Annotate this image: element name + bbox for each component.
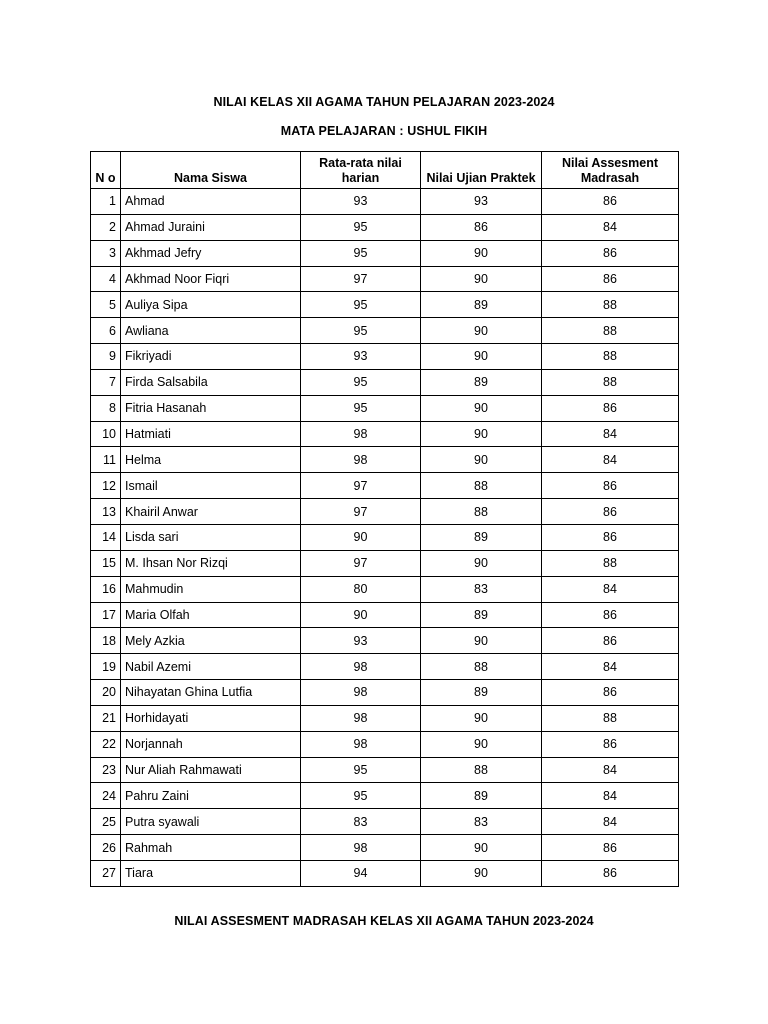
assessment-score-cell: 86 [542, 835, 679, 861]
student-name-cell: Auliya Sipa [121, 292, 301, 318]
practical-score-cell: 89 [421, 783, 542, 809]
row-number-cell: 15 [91, 550, 121, 576]
column-header-no: N o [91, 152, 121, 189]
table-row [91, 602, 679, 628]
student-name-cell: Rahmah [121, 835, 301, 861]
column-header-assessment: Nilai Assesment Madrasah [542, 152, 679, 189]
assessment-score-cell: 86 [542, 395, 679, 421]
student-name-cell: Lisda sari [121, 524, 301, 550]
assessment-score-cell: 86 [542, 499, 679, 525]
table-row [91, 395, 679, 421]
practical-score-cell: 83 [421, 576, 542, 602]
practical-score-cell: 90 [421, 318, 542, 344]
student-name-cell: Nur Aliah Rahmawati [121, 757, 301, 783]
row-number-cell: 11 [91, 447, 121, 473]
table-row [91, 835, 679, 861]
practical-score-cell: 88 [421, 499, 542, 525]
table-row [91, 318, 679, 344]
table-row [91, 757, 679, 783]
column-header-practical: Nilai Ujian Praktek [421, 152, 542, 189]
practical-score-cell: 88 [421, 654, 542, 680]
table-row [91, 447, 679, 473]
page-title: NILAI KELAS XII AGAMA TAHUN PELAJARAN 2023-2024 [213, 95, 555, 109]
assessment-score-cell: 86 [542, 266, 679, 292]
practical-score-cell: 89 [421, 680, 542, 706]
table-row [91, 499, 679, 525]
assessment-score-cell: 86 [542, 680, 679, 706]
practical-score-cell: 90 [421, 550, 542, 576]
daily-average-cell: 95 [301, 318, 421, 344]
daily-average-cell: 95 [301, 395, 421, 421]
table-row [91, 576, 679, 602]
practical-score-cell: 93 [421, 189, 542, 215]
student-name-cell: Awliana [121, 318, 301, 344]
daily-average-cell: 98 [301, 705, 421, 731]
column-header-average: Rata-rata nilai harian [301, 152, 421, 189]
assessment-score-cell: 88 [542, 369, 679, 395]
assessment-score-cell: 88 [542, 550, 679, 576]
row-number-cell: 12 [91, 473, 121, 499]
student-name-cell: Hatmiati [121, 421, 301, 447]
row-number-cell: 8 [91, 395, 121, 421]
practical-score-cell: 88 [421, 473, 542, 499]
subject-subtitle: MATA PELAJARAN : USHUL FIKIH [280, 124, 488, 138]
table-row [91, 524, 679, 550]
daily-average-cell: 93 [301, 628, 421, 654]
assessment-score-cell: 86 [542, 628, 679, 654]
table-row [91, 731, 679, 757]
assessment-score-cell: 88 [542, 344, 679, 370]
row-number-cell: 26 [91, 835, 121, 861]
daily-average-cell: 97 [301, 266, 421, 292]
student-name-cell: Pahru Zaini [121, 783, 301, 809]
student-name-cell: Akhmad Noor Fiqri [121, 266, 301, 292]
daily-average-cell: 98 [301, 447, 421, 473]
student-name-cell: Ahmad Juraini [121, 214, 301, 240]
row-number-cell: 7 [91, 369, 121, 395]
student-name-cell: Mely Azkia [121, 628, 301, 654]
row-number-cell: 18 [91, 628, 121, 654]
practical-score-cell: 90 [421, 835, 542, 861]
assessment-score-cell: 84 [542, 421, 679, 447]
assessment-score-cell: 86 [542, 602, 679, 628]
practical-score-cell: 90 [421, 240, 542, 266]
assessment-score-cell: 84 [542, 809, 679, 835]
table-row [91, 705, 679, 731]
table-row [91, 292, 679, 318]
daily-average-cell: 93 [301, 189, 421, 215]
student-name-cell: Fitria Hasanah [121, 395, 301, 421]
footer-title: NILAI ASSESMENT MADRASAH KELAS XII AGAMA TAHUN 2023-2024 [174, 914, 594, 928]
practical-score-cell: 90 [421, 628, 542, 654]
assessment-score-cell: 86 [542, 731, 679, 757]
student-name-cell: Tiara [121, 860, 301, 886]
row-number-cell: 6 [91, 318, 121, 344]
row-number-cell: 3 [91, 240, 121, 266]
table-row [91, 369, 679, 395]
daily-average-cell: 95 [301, 292, 421, 318]
daily-average-cell: 95 [301, 240, 421, 266]
student-name-cell: Mahmudin [121, 576, 301, 602]
student-name-cell: Firda Salsabila [121, 369, 301, 395]
practical-score-cell: 90 [421, 344, 542, 370]
assessment-score-cell: 84 [542, 757, 679, 783]
daily-average-cell: 95 [301, 369, 421, 395]
student-name-cell: Horhidayati [121, 705, 301, 731]
student-name-cell: Akhmad Jefry [121, 240, 301, 266]
student-name-cell: Norjannah [121, 731, 301, 757]
row-number-cell: 5 [91, 292, 121, 318]
table-row [91, 266, 679, 292]
row-number-cell: 13 [91, 499, 121, 525]
table-header [91, 152, 679, 189]
row-number-cell: 10 [91, 421, 121, 447]
row-number-cell: 16 [91, 576, 121, 602]
table-row [91, 344, 679, 370]
daily-average-cell: 97 [301, 550, 421, 576]
practical-score-cell: 88 [421, 757, 542, 783]
daily-average-cell: 98 [301, 421, 421, 447]
table-row [91, 860, 679, 886]
row-number-cell: 27 [91, 860, 121, 886]
table-row [91, 240, 679, 266]
row-number-cell: 21 [91, 705, 121, 731]
row-number-cell: 23 [91, 757, 121, 783]
assessment-score-cell: 88 [542, 318, 679, 344]
practical-score-cell: 89 [421, 524, 542, 550]
assessment-score-cell: 84 [542, 214, 679, 240]
assessment-score-cell: 84 [542, 447, 679, 473]
table-row [91, 809, 679, 835]
practical-score-cell: 90 [421, 705, 542, 731]
daily-average-cell: 97 [301, 473, 421, 499]
column-header-name: Nama Siswa [121, 152, 301, 189]
student-name-cell: Ismail [121, 473, 301, 499]
practical-score-cell: 90 [421, 860, 542, 886]
daily-average-cell: 94 [301, 860, 421, 886]
student-name-cell: Nabil Azemi [121, 654, 301, 680]
table-row [91, 214, 679, 240]
row-number-cell: 9 [91, 344, 121, 370]
table-row [91, 628, 679, 654]
daily-average-cell: 93 [301, 344, 421, 370]
student-name-cell: Ahmad [121, 189, 301, 215]
row-number-cell: 24 [91, 783, 121, 809]
daily-average-cell: 80 [301, 576, 421, 602]
table-row [91, 473, 679, 499]
daily-average-cell: 98 [301, 654, 421, 680]
student-name-cell: Helma [121, 447, 301, 473]
assessment-score-cell: 88 [542, 292, 679, 318]
practical-score-cell: 86 [421, 214, 542, 240]
daily-average-cell: 95 [301, 757, 421, 783]
table-row [91, 421, 679, 447]
daily-average-cell: 83 [301, 809, 421, 835]
student-name-cell: Fikriyadi [121, 344, 301, 370]
row-number-cell: 1 [91, 189, 121, 215]
header-row [91, 152, 679, 189]
row-number-cell: 2 [91, 214, 121, 240]
row-number-cell: 25 [91, 809, 121, 835]
grades-table [90, 151, 679, 887]
student-name-cell: Maria Olfah [121, 602, 301, 628]
row-number-cell: 19 [91, 654, 121, 680]
student-name-cell: Khairil Anwar [121, 499, 301, 525]
row-number-cell: 20 [91, 680, 121, 706]
assessment-score-cell: 86 [542, 473, 679, 499]
row-number-cell: 14 [91, 524, 121, 550]
practical-score-cell: 90 [421, 395, 542, 421]
row-number-cell: 22 [91, 731, 121, 757]
row-number-cell: 4 [91, 266, 121, 292]
table-row [91, 189, 679, 215]
table-row [91, 654, 679, 680]
practical-score-cell: 89 [421, 602, 542, 628]
assessment-score-cell: 84 [542, 783, 679, 809]
assessment-score-cell: 86 [542, 860, 679, 886]
assessment-score-cell: 86 [542, 189, 679, 215]
student-name-cell: Putra syawali [121, 809, 301, 835]
daily-average-cell: 98 [301, 680, 421, 706]
practical-score-cell: 90 [421, 731, 542, 757]
assessment-score-cell: 84 [542, 576, 679, 602]
daily-average-cell: 95 [301, 783, 421, 809]
practical-score-cell: 89 [421, 369, 542, 395]
row-number-cell: 17 [91, 602, 121, 628]
daily-average-cell: 98 [301, 835, 421, 861]
practical-score-cell: 90 [421, 266, 542, 292]
practical-score-cell: 89 [421, 292, 542, 318]
assessment-score-cell: 84 [542, 654, 679, 680]
practical-score-cell: 90 [421, 447, 542, 473]
table-row [91, 680, 679, 706]
practical-score-cell: 83 [421, 809, 542, 835]
assessment-score-cell: 86 [542, 240, 679, 266]
practical-score-cell: 90 [421, 421, 542, 447]
daily-average-cell: 97 [301, 499, 421, 525]
daily-average-cell: 95 [301, 214, 421, 240]
assessment-score-cell: 86 [542, 524, 679, 550]
table-row [91, 550, 679, 576]
daily-average-cell: 90 [301, 602, 421, 628]
student-name-cell: Nihayatan Ghina Lutfia [121, 680, 301, 706]
table-row [91, 783, 679, 809]
daily-average-cell: 98 [301, 731, 421, 757]
assessment-score-cell: 88 [542, 705, 679, 731]
student-name-cell: M. Ihsan Nor Rizqi [121, 550, 301, 576]
table-body [91, 189, 679, 887]
daily-average-cell: 90 [301, 524, 421, 550]
